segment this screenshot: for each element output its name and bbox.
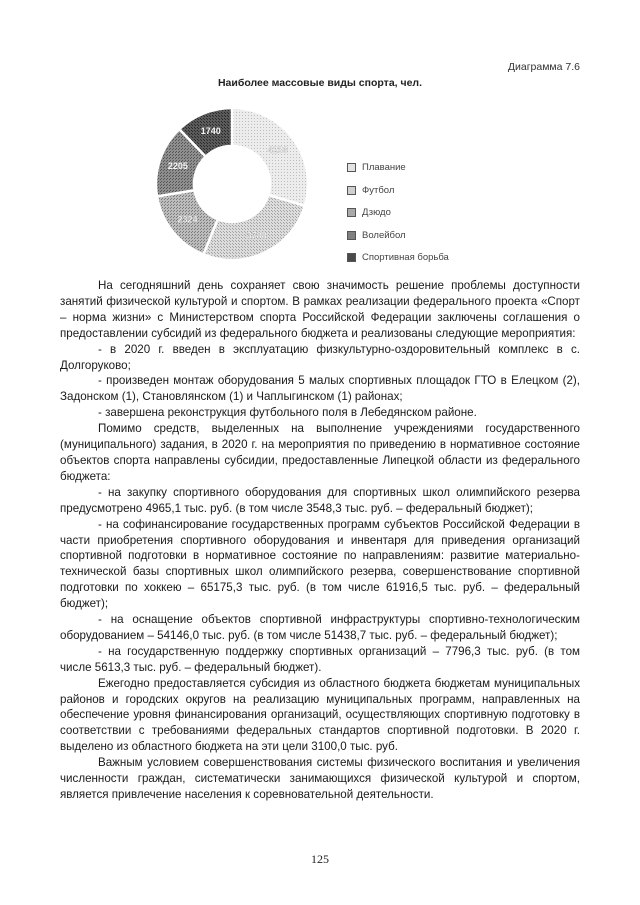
page-number: 125 xyxy=(311,852,329,866)
donut-slice xyxy=(232,108,308,206)
chart-legend xyxy=(347,162,449,275)
legend-label: Дзюдо xyxy=(362,207,391,218)
legend-swatch xyxy=(347,186,356,195)
legend-swatch xyxy=(347,253,356,262)
body-paragraph: - завершена реконструкция футбольного поля в Лебедянском районе. xyxy=(98,406,477,420)
legend-label: Плавание xyxy=(362,162,406,173)
legend-label: Футбол xyxy=(362,184,395,196)
body-paragraph: - произведен монтаж оборудования 5 малых спортивных площадок ГТО в Елецком (2), Задонском (1), Становлянском (1) и Чаплыгинском (1) районах; xyxy=(60,374,580,404)
chart-title: Наиболее массовые виды спорта, чел. xyxy=(217,77,423,89)
legend-swatch xyxy=(347,231,356,240)
slice-data-label: 2205 xyxy=(167,161,188,172)
body-paragraph: Помимо средств, выделенных на выполнение учреждениями государственного (муниципального) задания, в 2020 г. на мероприятия по приведению в нормативное состояние объектов спорта направлены субсидии, предоставленные Липецкой области из федерального бюджета: xyxy=(60,422,580,483)
donut-slice xyxy=(203,195,304,260)
legend-item xyxy=(347,207,449,230)
legend-item xyxy=(347,185,449,208)
legend-swatch xyxy=(347,208,356,217)
body-text xyxy=(60,278,580,803)
body-paragraph: - на закупку спортивного оборудования для спортивных школ олимпийского резерва предусмотрено 4965,1 тыс. руб. (в том числе 3548,3 тыс. руб. – федеральный бюджет); xyxy=(60,485,580,515)
legend-item xyxy=(347,162,449,185)
body-paragraph: На сегодняшний день сохраняет свою значимость решение проблемы доступности занятий физической культурой и спортом. В рамках реализации федерального проекта «Спорт – норма жизни» с Министерством спорта Российской Федерации заключены соглашения о предоставлении субсидий из федерального бюджета и реализованы следующие мероприятия: xyxy=(60,279,580,340)
legend-label: Спортивная борьба xyxy=(362,252,449,263)
slice-data-label: 1740 xyxy=(200,126,221,137)
body-paragraph: - в 2020 г. введен в эксплуатацию физкультурно-оздоровительный комплекс в с. Долгоруково; xyxy=(60,342,580,372)
legend-item xyxy=(347,230,449,253)
slice-data-label: 2324 xyxy=(177,214,198,225)
body-paragraph: - на оснащение объектов спортивной инфраструктуры спортивно-технологическим оборудованием – 54146,0 тыс. руб. (в том числе 51438,7 тыс. руб. – федеральный бюджет); xyxy=(60,613,580,642)
slice-data-label: 4236 xyxy=(267,144,288,155)
diagram-number-label: Диаграмма 7.6 xyxy=(507,61,580,73)
body-paragraph: Важным условием совершенствования системы физического воспитания и увеличения численности граждан, систематически занимающихся физической культурой и спортом, является привлечение населения к соревновательной деятельности. xyxy=(60,756,580,801)
legend-label: Волейбол xyxy=(362,229,406,241)
legend-item xyxy=(347,252,449,275)
slice-data-label: 3788 xyxy=(246,230,267,241)
body-paragraph: - на софинансирование государственных программ субъектов Российской Федерации в части приобретения спортивного оборудования и инвентаря для приведения организаций спортивной подготовки в нормативное состояние по направлениям: развитие материально-технической базы спортивных школ олимпийского резерва, совершенствование спортивной подготовки по хоккею – 65175,3 тыс. руб. (в том числе 61916,5 тыс. руб. – федеральный бюджет); xyxy=(60,517,580,611)
body-paragraph: - на государственную поддержку спортивных организаций – 7796,3 тыс. руб. (в том числе 5613,3 тыс. руб. – федеральный бюджет). xyxy=(60,644,580,674)
body-paragraph: Ежегодно предоставляется субсидия из областного бюджета бюджетам муниципальных районов и городских округов на реализацию муниципальных программ, направленных на обеспечение уровня финансирования организаций, осуществляющих спортивную подготовку в соответствии с требованиями федеральных стандартов спортивной подготовки. В 2020 г. выделено из областного бюджета на эти цели 3100,0 тыс. руб. xyxy=(60,676,580,754)
legend-swatch xyxy=(347,163,356,172)
